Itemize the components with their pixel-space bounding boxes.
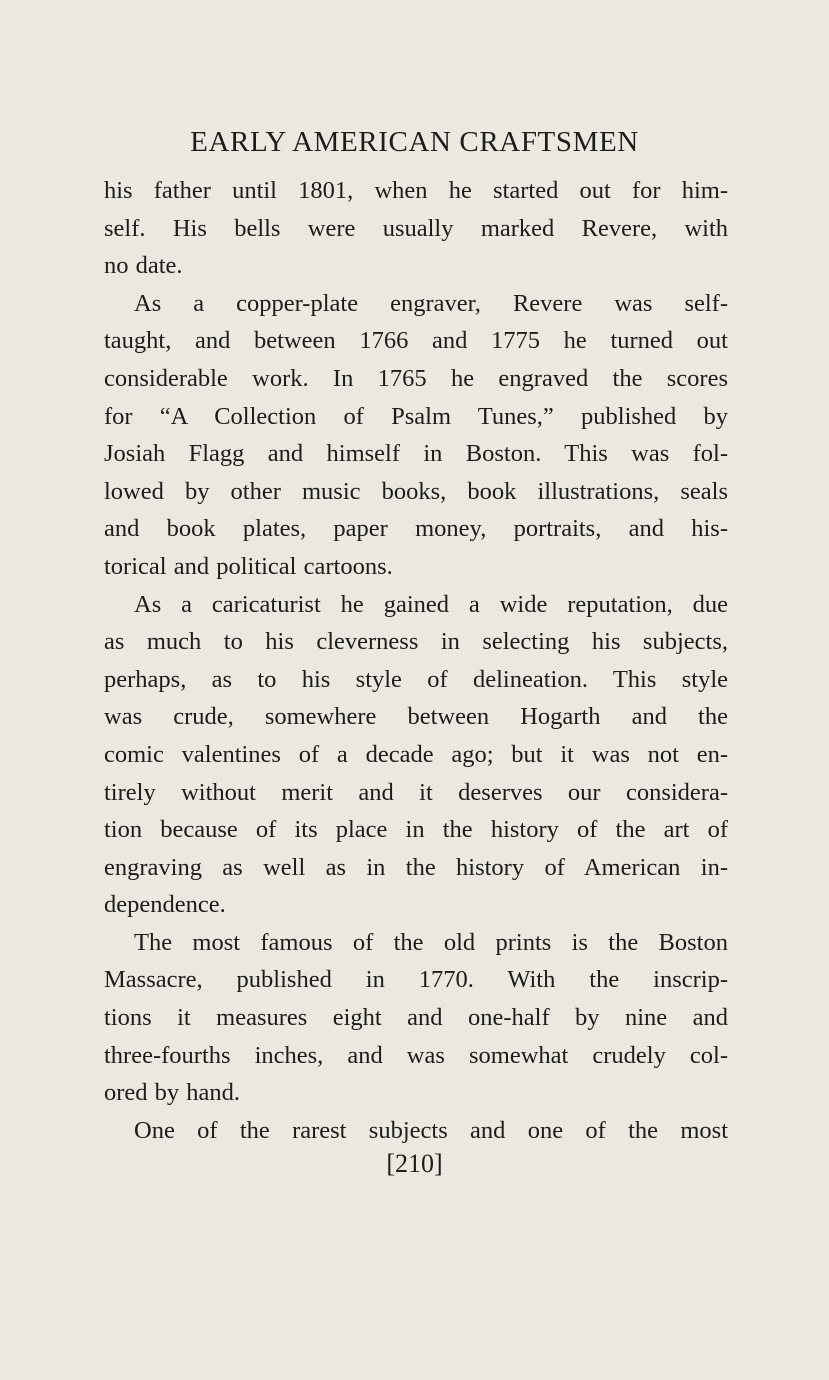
text-line: was crude, somewhere between Hogarth and the (104, 703, 728, 731)
text-line: One of the rarest subjects and one of the most (134, 1116, 728, 1144)
text-line: perhaps, as to his style of delineation. This style (104, 665, 728, 693)
text-line: Massacre, published in 1770. With the inscrip- (104, 966, 728, 994)
text-line: dependence. (104, 891, 226, 919)
text-line: lowed by other music books, book illustrations, seals (104, 477, 728, 505)
text-line: for “A Collection of Psalm Tunes,” published by (104, 402, 728, 430)
text-line: as much to his cleverness in selecting his subjects, (104, 628, 728, 656)
paragraph-1 (104, 172, 728, 285)
text-line: tions it measures eight and one-half by nine and (104, 1004, 728, 1032)
text-line: ored by hand. (104, 1079, 241, 1107)
paragraph-2 (104, 285, 728, 586)
text-line: and book plates, paper money, portraits, and his- (104, 515, 728, 543)
text-line: As a copper-plate engraver, Revere was self- (134, 289, 728, 317)
text-line: no date. (104, 252, 183, 280)
paragraph-4 (104, 924, 728, 1112)
page-number: [210] (386, 1149, 443, 1178)
text-line: engraving as well as in the history of American in- (104, 853, 728, 881)
text-line: considerable work. In 1765 he engraved the scores (104, 364, 728, 392)
text-line: As a caricaturist he gained a wide reputation, due (134, 590, 728, 618)
running-head: EARLY AMERICAN CRAFTSMEN (190, 126, 639, 158)
text-line: The most famous of the old prints is the Boston (134, 928, 728, 956)
text-line: torical and political cartoons. (104, 552, 393, 580)
paragraph-3 (104, 586, 728, 924)
text-line: comic valentines of a decade ago; but it was not en- (104, 740, 728, 768)
text-line: Josiah Flagg and himself in Boston. This was fol- (104, 440, 728, 468)
text-line: self. His bells were usually marked Revere, with (104, 214, 728, 242)
body-text (104, 172, 728, 1149)
text-line: tirely without merit and it deserves our considera- (104, 778, 728, 806)
text-line: his father until 1801, when he started out for him- (104, 177, 728, 204)
text-line: three-fourths inches, and was somewhat crudely col- (104, 1041, 728, 1069)
text-line: tion because of its place in the history of the art of (104, 816, 728, 844)
text-line: taught, and between 1766 and 1775 he turned out (104, 327, 728, 355)
